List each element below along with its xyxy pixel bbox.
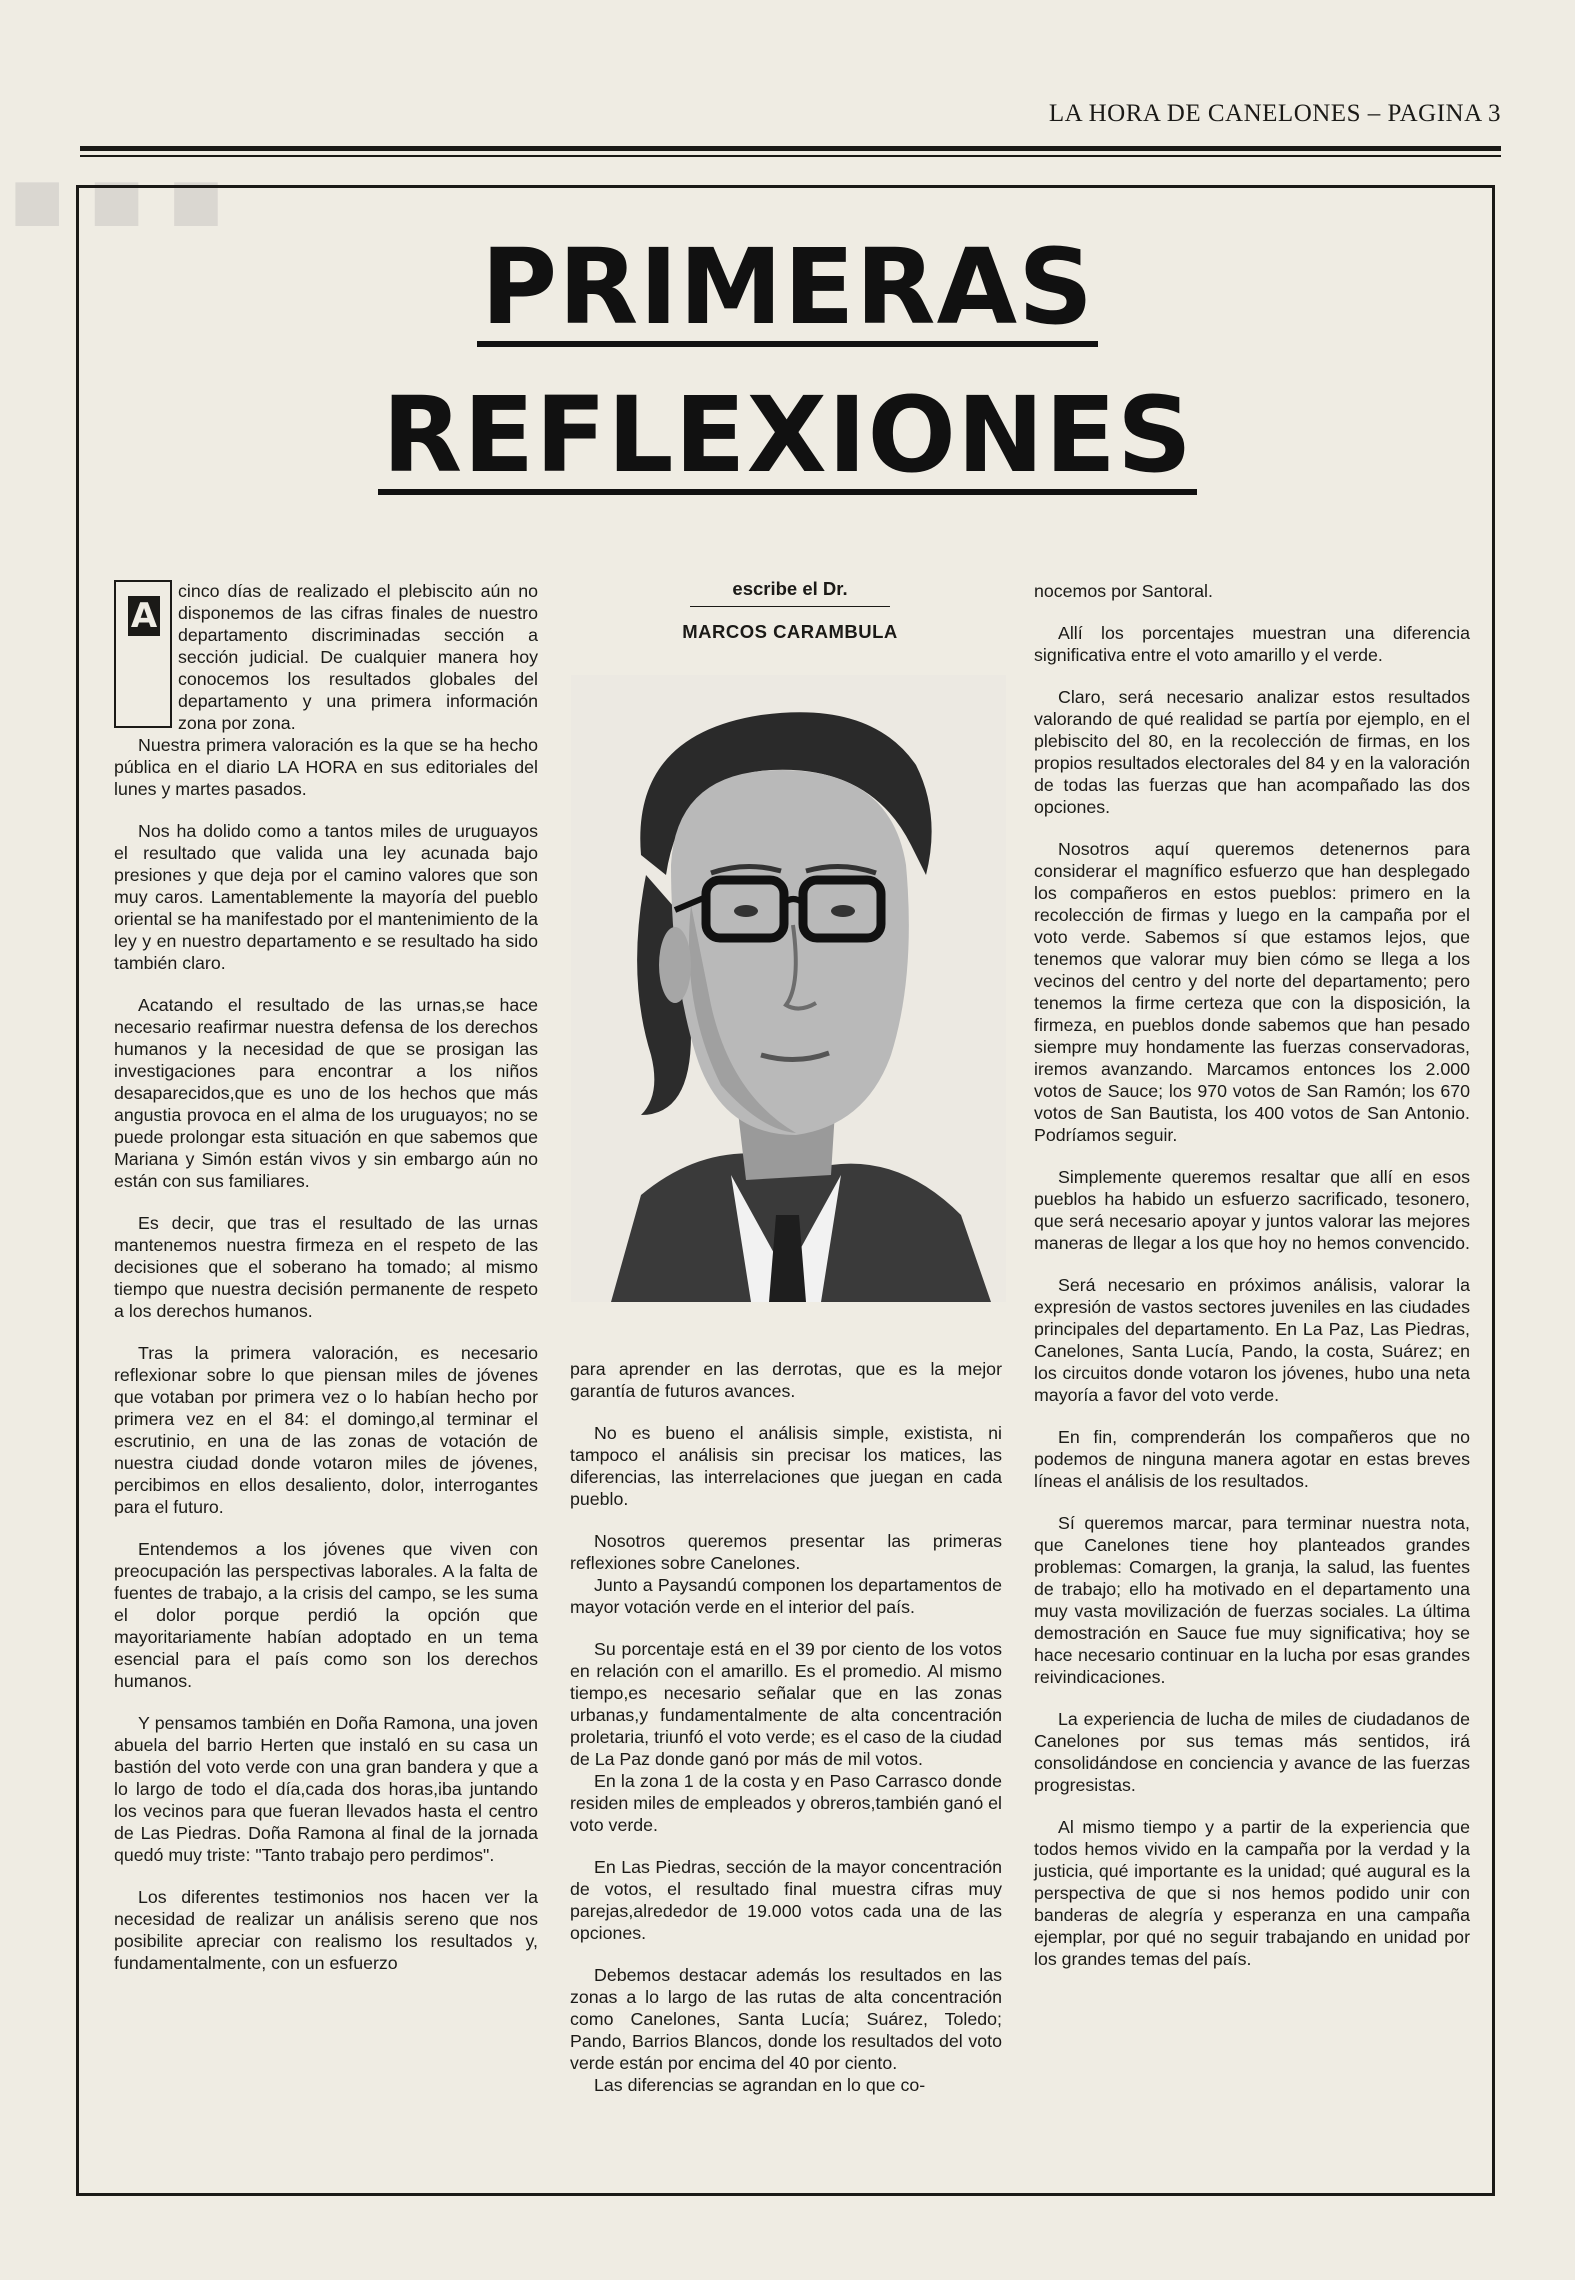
header-rule-thin xyxy=(80,155,1501,157)
paragraph: Allí los porcentajes muestran una diferencia significativa entre el voto amarillo y el verde. xyxy=(1034,623,1470,665)
paragraph: Simplemente queremos resaltar que allí en esos pueblos ha habido un esfuerzo sacrificado, tesonero, que será necesario apoyar y juntos valorar las mejores maneras de llegar a los que hoy no hemos convencido. xyxy=(1034,1167,1470,1253)
dropcap-box xyxy=(114,580,172,728)
paragraph: Nos ha dolido como a tantos miles de uruguayos el resultado que valida una ley acunada bajo presiones y que deja por el camino valores que son muy caros. Lamentablemente la mayoría del pueblo oriental se ha manifestado por el mantenimiento de la ley y en nuestro departamento e se resultado ha sido también claro. xyxy=(114,821,538,973)
paragraph: Al mismo tiempo y a partir de la experiencia que todos hemos vivido en la campaña por la verdad y la justicia, qué importante es la unidad; qué augural es la perspectiva de que si nos hemos podido unir con banderas de alegría y esperanza en una campaña ejemplar, por qué no seguir trabajando en unidad por los grandes temas del país. xyxy=(1034,1817,1470,1969)
paragraph: Su porcentaje está en el 39 por ciento de los votos en relación con el amarillo. Es el promedio. Al mismo tiempo,es necesario señalar que en las zonas urbanas,y fundamentalmente de alta concentración proletaria, triunfó el voto verde; es el caso de la ciudad de La Paz donde ganó por más de mil votos. xyxy=(570,1639,1002,1769)
paragraph: Es decir, que tras el resultado de las urnas mantenemos nuestra firmeza en el respeto de las decisiones que el soberano ha tomado; al mismo tiempo que nuestra decisión permanente de respeto a los derechos humanos. xyxy=(114,1213,538,1321)
byline xyxy=(600,578,980,643)
paragraph: para aprender en las derrotas, que es la mejor garantía de futuros avances. xyxy=(570,1359,1002,1401)
left-column xyxy=(114,580,538,1994)
paragraph: Debemos destacar además los resultados en las zonas a lo largo de las rutas de alta concentración como Canelones, Santa Lucía; Suárez, Toledo; Pando, Barrios Blancos, donde los resultados del voto verde están por encima del 40 por ciento. xyxy=(570,1965,1002,2073)
author-portrait-photo xyxy=(571,675,1006,1302)
paragraph: Acatando el resultado de las urnas,se hace necesario reafirmar nuestra defensa de los derechos humanos y la necesidad de que se prosigan las investigaciones para encontrar a los niños desaparecidos,que es uno de los hechos que más angustia provoca en el alma de los uruguayos; no se puede prolongar esta situación en que sabemos que Mariana y Simón están vivos y sin embargo aún no están con sus familiares. xyxy=(114,995,538,1191)
header-rule-thick xyxy=(80,146,1501,151)
paragraph: Tras la primera valoración, es necesario reflexionar sobre lo que piensan miles de jóvenes que votaban por primera vez o lo habían hecho por primera vez en el 84: el domingo,al terminar el escrutinio, en una de las zonas de votación de nuestra ciudad donde votaron miles de jóvenes, percibimos en ellos desaliento, dolor, interrogantes para el futuro. xyxy=(114,1343,538,1517)
paragraph: La experiencia de lucha de miles de ciudadanos de Canelones por sus temas más sentidos, irá consolidándose en conciencia y avance de las fuerzas progresistas. xyxy=(1034,1709,1470,1795)
headline-line-1-wrap xyxy=(0,226,1575,348)
paragraph: Entendemos a los jóvenes que viven con preocupación las perspectivas laborales. A la falta de fuentes de trabajo, a la crisis del campo, se les suma el dolor porque perdió la opción que mayoritariamente habían adoptado en un tema esencial para el país como son los derechos humanos. xyxy=(114,1539,538,1691)
reverse-page-bleed: ■ ■ ■ xyxy=(10,151,224,251)
dropcap-letter: A xyxy=(128,596,160,636)
paragraph: Claro, será necesario analizar estos resultados valorando de qué realidad se partía por ejemplo, en el plebiscito del 80, en la recolección de firmas, en los propios resultados electorales del 84 y en la valoración de todas las fuerzas que han acompañado las dos opciones. xyxy=(1034,687,1470,817)
paragraph: Las diferencias se agrandan en lo que co- xyxy=(594,2075,926,2095)
paragraph: Nosotros queremos presentar las primeras reflexiones sobre Canelones. xyxy=(570,1531,1002,1573)
paragraph: Los diferentes testimonios nos hacen ver la necesidad de realizar un análisis sereno que nos posibilite apreciar con realismo los resultados y, fundamentalmente, con un esfuerzo xyxy=(114,1887,538,1973)
paragraph: No es bueno el análisis simple, existista, ni tampoco el análisis sin precisar los matices, las diferencias, las interrelaciones que juegan en cada pueblo. xyxy=(570,1423,1002,1509)
headline-line-2-wrap xyxy=(0,374,1575,496)
paragraph: En fin, comprenderán los compañeros que no podemos de ninguna manera agotar en estas breves líneas el análisis de los resultados. xyxy=(1034,1427,1470,1491)
middle-column xyxy=(570,1358,1002,2116)
right-column xyxy=(1034,580,1470,1990)
paragraph: En la zona 1 de la costa y en Paso Carrasco donde residen miles de empleados y obreros,también ganó el voto verde. xyxy=(570,1771,1002,1835)
paragraph: Junto a Paysandú componen los departamentos de mayor votación verde en el interior del país. xyxy=(570,1575,1002,1617)
headline-line-1: PRIMERAS xyxy=(477,235,1098,347)
paragraph: Será necesario en próximos análisis, valorar la expresión de vastos sectores juveniles en las ciudades principales del departamento. En La Paz, Las Piedras, Canelones, Santa Lucía, Pando, la costa, Suárez; en los circuitos donde votaron los jóvenes, hubo una neta mayoría a favor del voto verde. xyxy=(1034,1275,1470,1405)
page-header: LA HORA DE CANELONES – PAGINA 3 xyxy=(1048,100,1501,127)
paragraph: nocemos por Santoral. xyxy=(1034,581,1213,601)
author-name: MARCOS CARAMBULA xyxy=(682,621,898,642)
paragraph: cinco días de realizado el plebiscito aún no disponemos de las cifras finales de nuestro departamento discriminadas sección a sección judicial. De cualquier manera hoy conocemos los resultados globales del departamento y una primera información zona por zona. xyxy=(178,581,538,733)
paragraph: Y pensamos también en Doña Ramona, una joven abuela del barrio Herten que instaló en su casa un bastión del voto verde con una gran bandera y que a lo largo de todo el día,cada dos horas,iba juntando los vecinos para que fueran llevados hasta el centro de Las Piedras. Doña Ramona al final de la jornada quedó muy triste: "Tanto trabajo pero perdimos". xyxy=(114,1713,538,1865)
paragraph: Sí queremos marcar, para terminar nuestra nota, que Canelones tiene hoy planteados grandes problemas: Comargen, la granja, la salud, las fuentes de trabajo; ello ha motivado en el departamento una muy vasta movilización de fuerzas sociales. La última demostración en Sauce fue muy significativa; hoy se hace necesario continuar en la lucha por esas grandes reivindicaciones. xyxy=(1034,1513,1470,1687)
headline-line-2: REFLEXIONES xyxy=(378,383,1197,495)
byline-intro: escribe el Dr. xyxy=(690,578,890,607)
paragraph: Nosotros aquí queremos detenernos para considerar el magnífico esfuerzo que han desplegado los compañeros en estos pueblos: primero en la recolección de firmas y luego en la campaña por el voto verde. Sabemos sí que estamos lejos, que tenemos que valorar muy bien cómo se llega a los vecinos del centro y del norte del departamento; pero tenemos la firme certeza que con la disposición, la firmeza, en pueblos donde sabemos que han pesado siempre muy hondamente las fuerzas conservadoras, iremos avanzando. Marcamos entonces los 2.000 votos de Sauce; los 970 votos de San Ramón; los 670 votos de San Bautista, los 400 votos de San Antonio. Podríamos seguir. xyxy=(1034,839,1470,1145)
paragraph: En Las Piedras, sección de la mayor concentración de votos, el resultado final muestra cifras muy parejas,alrededor de 19.000 votos cada una de las opciones. xyxy=(570,1857,1002,1943)
paragraph: Nuestra primera valoración es la que se ha hecho pública en el diario LA HORA en sus editoriales del lunes y martes pasados. xyxy=(114,735,538,799)
portrait-illustration xyxy=(571,675,1006,1302)
